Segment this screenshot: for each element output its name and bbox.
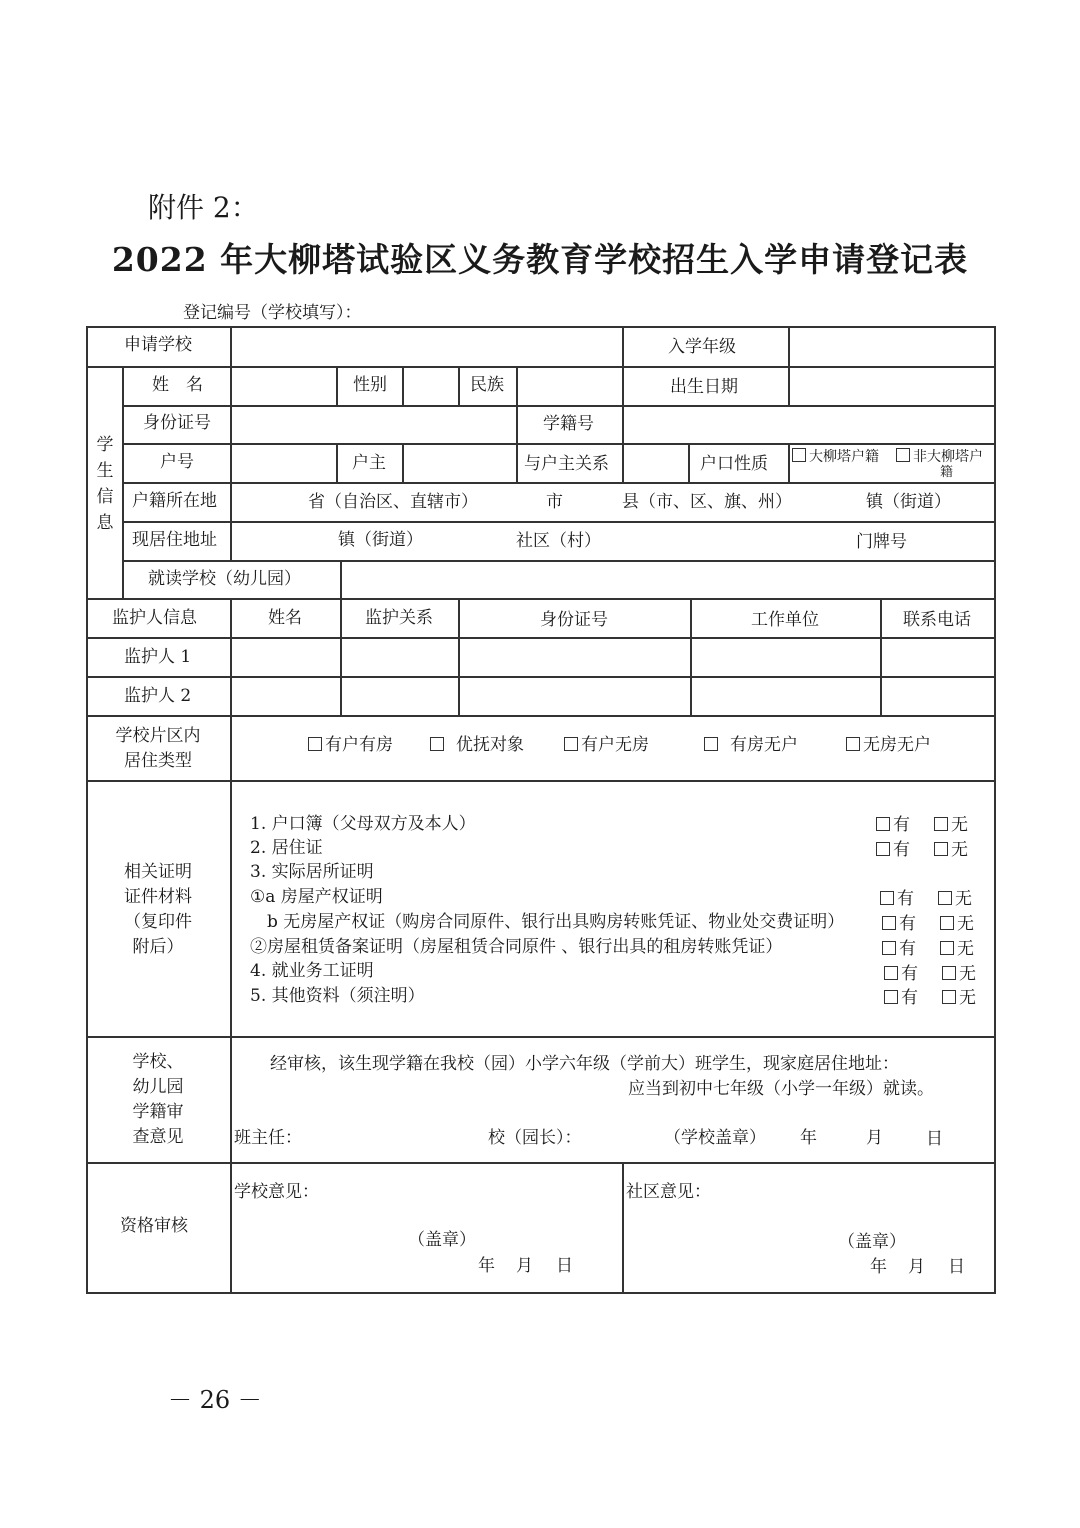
doc-no-checkbox[interactable]: 无	[934, 842, 968, 859]
guardian-col-phone: 联系电话	[903, 610, 971, 630]
residence-option-3[interactable]: 有户无房	[564, 737, 649, 754]
checkbox-icon	[940, 941, 954, 955]
student-number-label: 学籍号	[543, 414, 594, 434]
doc-yes-checkbox[interactable]: 有	[876, 817, 910, 834]
checkbox-icon	[884, 990, 898, 1004]
residence-option-2[interactable]: 优抚对象	[430, 737, 524, 754]
address-community-suffix: 社区（村）	[516, 531, 601, 551]
doc-item: ②房屋租赁备案证明（房屋租赁合同原件 、银行出具的租房转账凭证）	[250, 937, 783, 957]
residence-type-line: 学校片区内	[115, 726, 201, 746]
attachment-label: 附件 2：	[148, 191, 259, 224]
checkbox-icon	[430, 737, 444, 751]
checkbox-icon	[942, 990, 956, 1004]
doc-no-checkbox[interactable]: 无	[940, 916, 974, 933]
guardian-col-relation: 监护关系	[365, 608, 433, 628]
checkbox-icon	[938, 891, 952, 905]
review-statement-line1: 经审核，该生现学籍在我校（园）小学六年级（学前大）班学生，现家庭居住地址：	[270, 1054, 899, 1074]
student-info-char: 生	[96, 461, 114, 481]
doc-item: ①a 房屋产权证明	[250, 887, 383, 907]
household-head-label: 户主	[352, 453, 386, 473]
province-suffix: 省（自治区、直辖市）	[308, 492, 478, 512]
grade-label: 入学年级	[668, 337, 736, 357]
review-label-line: 学籍审	[132, 1102, 184, 1122]
documents-label-line: 附后）	[132, 937, 184, 957]
doc-no-checkbox[interactable]: 无	[938, 891, 972, 908]
residence-option-1[interactable]: 有户有房	[308, 737, 393, 754]
qualification-label: 资格审核	[120, 1216, 188, 1236]
community-opinion-month: 月	[908, 1257, 925, 1277]
previous-school-label: 就读学校（幼儿园）	[148, 569, 301, 589]
address-town-suffix: 镇（街道）	[338, 530, 423, 550]
residence-type-label	[88, 724, 228, 774]
checkbox-icon	[704, 737, 718, 751]
household-option-nonlocal-tail: 籍	[940, 465, 954, 480]
checkbox-icon	[876, 842, 890, 856]
doc-yes-checkbox[interactable]: 有	[884, 966, 918, 983]
household-nature-label: 户口性质	[700, 454, 768, 474]
checkbox-icon	[942, 966, 956, 980]
guardian-col-name: 姓名	[268, 608, 302, 628]
apply-school-label: 申请学校	[124, 335, 192, 355]
residence-option-4[interactable]: 有房无户	[704, 737, 798, 754]
student-info-group-label	[93, 432, 117, 536]
guardian-col-work: 工作单位	[751, 610, 819, 630]
checkbox-icon	[896, 448, 910, 462]
ethnicity-label: 民族	[470, 375, 504, 395]
household-number-label: 户号	[160, 452, 194, 472]
review-label-line: 幼儿园	[132, 1077, 184, 1097]
student-info-char: 信	[96, 487, 114, 507]
community-opinion-label: 社区意见：	[626, 1182, 711, 1202]
doc-item: b 无房屋产权证（购房合同原件、银行出具购房转账凭证、物业处交费证明）	[250, 912, 845, 932]
doc-yes-checkbox[interactable]: 有	[882, 916, 916, 933]
doc-no-checkbox[interactable]: 无	[934, 817, 968, 834]
residence-type-line: 居住类型	[124, 751, 192, 771]
checkbox-icon	[934, 842, 948, 856]
doc-item: 3. 实际居所证明	[250, 862, 374, 882]
checkbox-icon	[882, 916, 896, 930]
community-opinion-seal: （盖章）	[838, 1232, 906, 1252]
school-opinion-month: 月	[516, 1256, 533, 1276]
school-opinion-year: 年	[478, 1256, 495, 1276]
review-day: 日	[926, 1129, 943, 1149]
guardian-1-label: 监护人 1	[124, 647, 192, 667]
review-label-line: 查意见	[132, 1127, 184, 1147]
doc-yes-checkbox[interactable]: 有	[882, 941, 916, 958]
review-month: 月	[866, 1128, 883, 1148]
doc-yes-checkbox[interactable]: 有	[876, 842, 910, 859]
review-statement-line2: 应当到初中七年级（小学一年级）就读。	[628, 1079, 934, 1099]
current-address-label: 现居住地址	[132, 530, 217, 550]
checkbox-icon	[934, 817, 948, 831]
class-teacher-label: 班主任：	[234, 1128, 302, 1148]
city-suffix: 市	[546, 492, 563, 512]
community-opinion-year: 年	[870, 1257, 887, 1277]
documents-label-line: 相关证明	[124, 862, 192, 882]
doc-no-checkbox[interactable]: 无	[942, 966, 976, 983]
page-number: － 26 －	[168, 1386, 262, 1414]
checkbox-icon	[880, 891, 894, 905]
doc-yes-checkbox[interactable]: 有	[880, 891, 914, 908]
doc-item: 2. 居住证	[250, 838, 323, 858]
doc-no-checkbox[interactable]: 无	[940, 941, 974, 958]
checkbox-icon	[564, 737, 578, 751]
guardian-info-label: 监护人信息	[112, 608, 197, 628]
school-opinion-day: 日	[556, 1256, 573, 1276]
guardian-col-id: 身份证号	[540, 610, 608, 630]
doc-item: 1. 户口簿（父母双方及本人）	[250, 814, 476, 834]
community-opinion-day: 日	[948, 1257, 965, 1277]
student-info-char: 息	[96, 513, 114, 533]
birth-date-label: 出生日期	[670, 377, 738, 397]
review-label-line: 学校、	[132, 1052, 184, 1072]
doc-yes-checkbox[interactable]: 有	[884, 990, 918, 1007]
form-title: 2022 年大柳塔试验区义务教育学校招生入学申请登记表	[111, 240, 969, 279]
checkbox-icon	[876, 817, 890, 831]
county-suffix: 县（市、区、旗、州）	[622, 492, 792, 512]
registration-number-label: 登记编号（学校填写）：	[183, 303, 362, 323]
checkbox-icon	[308, 737, 322, 751]
name-label: 姓 名	[152, 375, 203, 395]
household-option-nonlocal[interactable]: 非大柳塔户	[896, 448, 983, 464]
documents-label	[88, 860, 228, 960]
town-suffix: 镇（街道）	[866, 492, 951, 512]
review-label	[88, 1050, 228, 1150]
checkbox-icon	[884, 966, 898, 980]
doc-no-checkbox[interactable]: 无	[942, 990, 976, 1007]
id-number-label: 身份证号	[143, 413, 211, 433]
documents-label-line: （复印件	[124, 912, 192, 932]
school-opinion-seal: （盖章）	[408, 1230, 476, 1250]
documents-label-line: 证件材料	[124, 887, 192, 907]
registered-residence-label: 户籍所在地	[132, 491, 217, 511]
relation-label: 与户主关系	[524, 454, 609, 474]
school-seal-label: （学校盖章）	[664, 1128, 766, 1148]
principal-label: 校（园长）：	[488, 1128, 582, 1148]
checkbox-icon	[792, 448, 806, 462]
guardian-2-label: 监护人 2	[124, 686, 192, 706]
review-year: 年	[800, 1128, 817, 1148]
doc-item: 5. 其他资料（须注明）	[250, 986, 425, 1006]
checkbox-icon	[882, 941, 896, 955]
student-info-char: 学	[96, 435, 114, 455]
household-option-local[interactable]: 大柳塔户籍	[792, 448, 879, 464]
checkbox-icon	[940, 916, 954, 930]
address-door-number-label: 门牌号	[856, 532, 907, 552]
checkbox-icon	[846, 737, 860, 751]
doc-item: 4. 就业务工证明	[250, 961, 374, 981]
gender-label: 性别	[353, 375, 387, 395]
school-opinion-label: 学校意见：	[234, 1182, 319, 1202]
residence-option-5[interactable]: 无房无户	[846, 737, 931, 754]
